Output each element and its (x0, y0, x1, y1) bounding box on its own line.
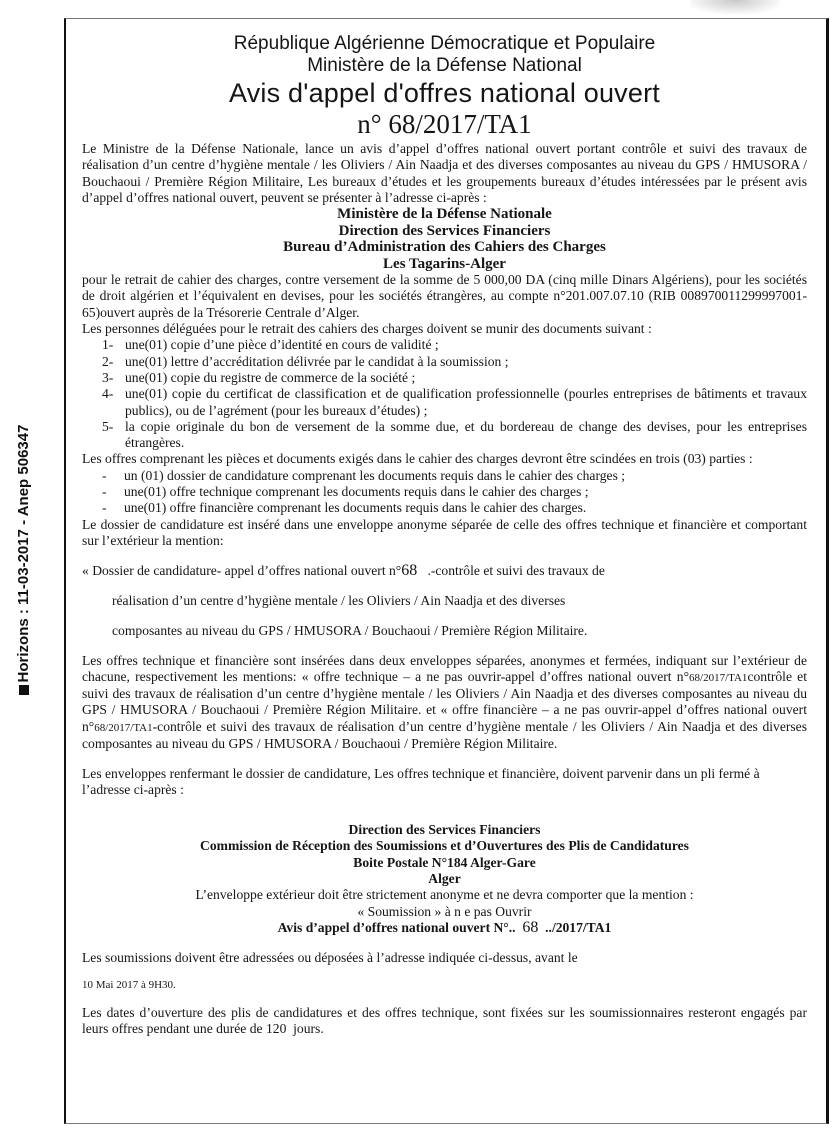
ministry-heading: Ministère de la Défense National (307, 55, 582, 76)
list-text: un (01) dossier de candidature comprenant les documents requis dans le cahier des charges ; (124, 467, 626, 483)
list-text: une(01) copie du registre de commerce de la société ; (125, 369, 416, 385)
address1-line1: Ministère de la Défense Nationale (337, 206, 552, 223)
address2-line2: Commission de Réception des Soumissions et d’Ouvertures des Plis de Candidatures (200, 838, 689, 854)
address-block-2 (82, 822, 807, 887)
offres-tech-ref2: 68/2017/TA1 (94, 721, 153, 734)
offres-tech-part1: Les offres technique et financière sont insérées dans deux enveloppes séparées, anonymes et fermées, indiquant sur l’extérieur de chacune, respectivement les mentions: « offre technique – a ne pas ouvrir-appel d’offres national ouvert n° (82, 652, 807, 684)
avis-ref-end: ../2017/TA1 (545, 919, 612, 935)
notice-content (82, 33, 807, 1037)
list-text: la copie originale du bon de versement de la somme due, et du bordereau de change des devises, pour les entreprises étrangères. (125, 418, 807, 451)
list-number: 3- (102, 369, 114, 385)
offres-tech-part3: -contrôle et suivi des travaux de réalisation d’un centre d’hygiène mentale / les Oliviers / Ain Naadja et des diverses composantes au niveau du GPS / HMUSORA / Bouchaoui / Première Région Militaire. (82, 718, 807, 751)
list-item (82, 354, 807, 370)
dates-end: jours. (293, 1021, 324, 1037)
list-number: 2- (102, 353, 114, 369)
dossier-paragraph: Le dossier de candidature est inséré dans une enveloppe anonyme séparée de celle des offres technique et financière et comportant sur l’extérieur la mention: (82, 516, 807, 548)
list-item (82, 484, 807, 500)
offres-intro-paragraph: Les offres comprenant les pièces et documents exigés dans le cahier des charges devront être scindées en trois (03) parties : (82, 451, 753, 467)
mention-line1 (82, 563, 807, 579)
mention-number: 68 (401, 561, 418, 579)
address-block-1 (82, 206, 807, 272)
scan-shadow (690, 0, 780, 14)
address2-line4: Alger (428, 870, 461, 886)
dash-bullet: - (102, 467, 107, 483)
soumissions-date: 10 Mai 2017 à 9H30. (82, 979, 176, 992)
list-item (82, 337, 807, 353)
list-item (82, 386, 807, 419)
mention-end: .-contrôle et suivi des travaux de (427, 562, 605, 578)
documents-list (82, 337, 807, 451)
list-number: 5- (102, 418, 114, 434)
square-bullet-icon (19, 685, 29, 695)
list-text: une(01) copie d’une pièce d’identité en cours de validité ; (125, 337, 439, 353)
list-text: une(01) copie du certificat de classification et de qualification professionnelle (pourles entreprises de bâtiments et travaux publics), ou de l’agrément (pour les bureaux d’études) ; (125, 386, 807, 418)
enveloppes-paragraph: Les enveloppes renfermant le dossier de candidature, Les offres technique et financière, doivent parvenir dans un pli fermé à l’adresse ci-après : (82, 765, 760, 798)
address1-line4: Les Tagarins-Alger (383, 255, 506, 272)
soumissions-paragraph: Les soumissions doivent être adressées ou déposées à l’adresse indiquée ci-dessus, avant le (82, 950, 578, 966)
dates-paragraph (82, 1005, 807, 1038)
republic-heading: République Algérienne Démocratique et Populaire (233, 33, 656, 54)
list-item (82, 370, 807, 386)
offres-tech-part2: contrôle et suivi des travaux de réalisation d’un centre d’hygiène mentale / les Oliviers / Ain Naadja et des diverses composantes au niveau du GPS / HMUSORA / Bouchaoui / Première Région Militaire. et « offre financière – a ne pas ouvrir-appel d’offres national ouvert n° (82, 668, 807, 734)
list-text: une(01) offre technique comprenant les documents requis dans le cahier des charges ; (124, 484, 589, 500)
mention-start: « Dossier de candidature- appel d’offres national ouvert n° (82, 562, 402, 578)
parties-list (82, 468, 807, 517)
list-number: 4- (102, 386, 114, 402)
retrait-paragraph: pour le retrait de cahier des charges, contre versement de la somme de 5 000,00 DA (cinq mille Dinars Algériens), pour les sociétés de droit algérien et l’équivalent en devises, pour les sociétés étrangères, au compte n°201.007.07.10 (RIB 008970011299997001-65)ouvert auprès de la Trésorerie Centrale d’Alger. (82, 272, 807, 320)
list-number: 1- (102, 337, 114, 353)
list-item (82, 419, 807, 452)
address2-line3: Boite Postale N°184 Alger-Gare (353, 854, 536, 870)
avis-number: n° 68/2017/TA1 (357, 109, 532, 139)
avis-reference (82, 920, 807, 936)
intro-paragraph: Le Ministre de la Défense Nationale, lance un avis d’appel d’offres national ouvert portant contrôle et suivi des travaux de réalisation d’un centre d’hygiène mentale / les Oliviers / Ain Naadja et des diverses composantes au niveau du GPS / HMUSORA / Bouchaoui / Première Région Militaire, Les bureaux d’études et les groupements bureaux d’études intéressées par le présent avis d’appel d’offres national ouvert, peuvent se présenter à l’adresse ci-après : (82, 141, 807, 205)
dates-text: Les dates d’ouverture des plis de candidatures et des offres technique, sont fixées sur les soumissionnaires resteront engagés par leurs offres pendant une durée de (82, 1004, 807, 1037)
dash-bullet: - (102, 484, 107, 500)
dates-days: 120 (265, 1021, 287, 1037)
address1-line2: Direction des Services Financiers (338, 222, 551, 239)
side-label (12, 170, 36, 950)
personnes-paragraph: Les personnes déléguées pour le retrait des cahiers des charges doivent se munir des documents suivant : (82, 321, 652, 337)
address2-line1: Direction des Services Financiers (348, 822, 541, 838)
enveloppe-exterieur: L’enveloppe extérieur doit être strictement anonyme et ne devra comporter que la mention : (195, 887, 694, 903)
mention-line2: réalisation d’un centre d’hygiène mentale / les Oliviers / Ain Naadja et des diverses (112, 592, 566, 608)
list-item (82, 468, 807, 484)
avis-ref-start: Avis d’appel d’offres national ouvert N°.. (277, 919, 516, 935)
offres-tech-ref1: 68/2017/TA1 (689, 671, 748, 684)
list-item (82, 500, 807, 516)
soumission-mention: « Soumission » à n e pas Ouvrir (357, 903, 532, 919)
list-text: une(01) lettre d’accréditation délivrée par le candidat à la soumission ; (125, 353, 509, 369)
list-text: une(01) offre financière comprenant les documents requis dans le cahier des charges. (124, 500, 587, 516)
address1-line3: Bureau d’Administration des Cahiers des Charges (283, 239, 606, 256)
dash-bullet: - (102, 500, 107, 516)
notice-body (82, 141, 807, 1037)
avis-ref-number: 68 (522, 918, 539, 936)
mention-line3: composantes au niveau du GPS / HMUSORA / Bouchaoui / Première Région Militaire. (112, 622, 588, 638)
avis-title: Avis d'appel d'offres national ouvert (229, 78, 660, 108)
side-label-text: Horizons : 11-03-2017 - Anep 506347 (15, 424, 32, 683)
offres-technique-paragraph (82, 653, 807, 753)
